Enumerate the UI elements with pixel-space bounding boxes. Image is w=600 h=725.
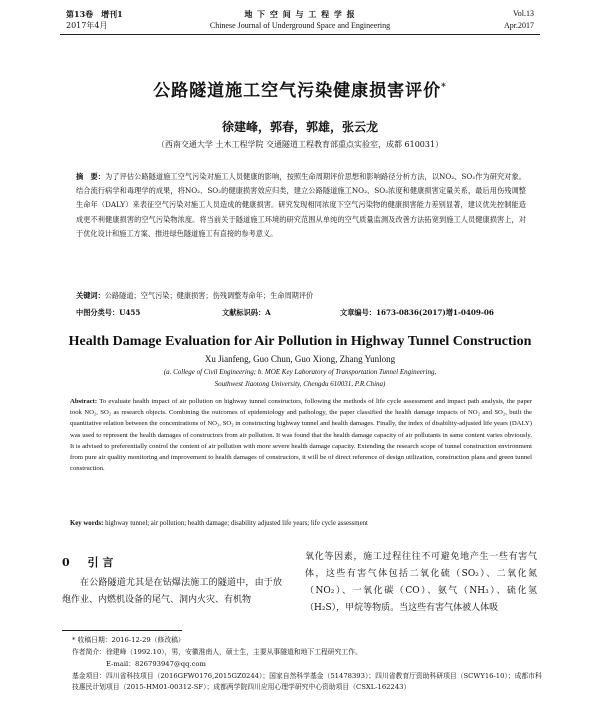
keywords-en-label: Key words:	[70, 520, 104, 527]
intro-right-column: 氧化等因素，施工过程往往不可避免地产生一些有害气体，这些有害气体包括二氧化硫（SO₂）、二氧化氮（NO₂）、一氧化碳（CO）、氨气（NH₃）、硫化氢（H₂S），甲烷等物质。当这些有害气体被人体吸	[305, 552, 537, 613]
header-rule	[60, 34, 540, 35]
section-number: 0	[62, 556, 70, 569]
title-cn-text: 公路隧道施工空气污染健康损害评价	[153, 81, 442, 101]
header-volume-en: Vol.13	[513, 9, 534, 18]
affiliation-cn: （西南交通大学 土木工程学院 交通隧道工程教育部重点实验室，成都 610031）	[156, 140, 444, 149]
keywords-en	[70, 520, 532, 527]
authors-en: Xu Jianfeng, Guo Chun, Guo Xiong, Zhang Yunlong	[204, 354, 396, 364]
header-journal-cn: 地 下 空 间 与 工 程 学 报	[244, 9, 356, 19]
header-journal-en: Chinese Journal of Underground Space and Engineering	[209, 21, 391, 30]
clc-number: 中图分类号：U455	[76, 308, 141, 317]
footnote-email: E-mail：826793947@qq.com	[106, 660, 206, 668]
section-title: 引 言	[87, 556, 114, 569]
keywords-cn	[76, 291, 526, 301]
abstract-cn-label: 摘 要：	[76, 172, 106, 181]
page-title-en: Health Damage Evaluation for Air Pollution in Highway Tunnel Construction	[68, 334, 532, 349]
footnote-received: * 收稿日期：2016-12-29（修改稿）	[72, 636, 185, 644]
keywords-cn-label: 关键词：	[76, 291, 105, 300]
header-volume-cn: 第13卷 增刊1	[66, 9, 123, 19]
authors-cn: 徐建峰，郭春，郭雄，张云龙	[221, 120, 378, 134]
abstract-en-label: Abstract:	[70, 398, 98, 405]
abstract-cn-text: 为了评估公路隧道施工空气污染对施工人员健康的影响，按照生命周期评价思想和影响路径分析方法，以NO₂、SO₂作为研究对象。结合流行病学和毒理学的成果，将NO₂、SO₂的健康损害效应归类，建立公路隧道施工NO₂、SO₂浓度和健康损害定量关系，最后用伤残调整生命年（DALY）来表征空气污染对施工人员造成的健康损害。研究发现相同浓度下空气污染物的健康损害能力差别显著，建议优先控制能造成更不利健康损害的空气污染物浓度。将当前关于隧道施工环境的研究范围从单纯的空气质量监测及改善方法拓宽到施工人员健康损害上，对于优化设计和施工方案、推进绿色隧道施工有直接的参考意义。	[76, 172, 526, 238]
keywords-en-text: highway tunnel; air pollution; health damage; disability adjusted life years; life cycle assessment	[105, 520, 368, 527]
title-mark: *	[441, 82, 447, 93]
intro-left-column: 在公路隧道尤其是在钻爆法施工的隧道中，由于放炮作业、内燃机设备的尾气、洞内火灾、有机物	[62, 578, 282, 605]
footnote-funding: 基金项目：四川省科技项目（2016GFW0176,2015GZ0244）；国家自然科学基金（51478393）；四川省教育厅资助科研项目（SCWY16-10）；成都市科技惠民计划项目（2015-HM01-00312-SF）；成都两学院四川应用心理学研究中心资助项目（CSXL-162243）	[72, 672, 542, 691]
header-date-en: Apr.2017	[504, 21, 534, 30]
page-title-cn	[0, 76, 600, 101]
keywords-cn-text: 公路隧道；空气污染；健康损害；伤残调整寿命年；生命周期评价	[104, 291, 314, 300]
affiliation-en-line1: (a. College of Civil Engineering; b. MOE Key Laboratory of Transportation Tunnel Engineering,	[163, 368, 437, 376]
footnote-author-info: 作者简介：徐建峰（1992.10），男，安徽淮南人，硕士生，主要从事隧道和地下工程研究工作。	[72, 648, 362, 656]
abstract-en-text: To evaluate health impact of air pollution on highway tunnel constructors, following the methods of life cycle assessment and impact path analysis, the paper took NO₂, SO₂ as research objects. Combining the outcomes of epidemiology and pathology, the paper classified the health damage impacts of NO₂ and SO₂, built the quantitative relation between the concentrations of NO₂, SO₂ in constructing highway tunnel and health damages. Finally, the index of disability-adjusted life years (DALY) was used to represent the health damages of constructors from air pollution. It was found that the health damage capacity of air pollutants in same content varies obviously. It is advised to preferentially control the content of air pollution with more severe health damage capacity. Extending the research scope of tunnel construction environment from pure air quality monitoring and improvement to health damages of constructors, it will be of direct reference of design utilization, construction plans and green tunnel construction.	[70, 398, 532, 473]
footnote-rule	[62, 630, 182, 631]
section-heading	[62, 554, 113, 570]
abstract-cn	[76, 170, 526, 241]
abstract-en	[70, 396, 532, 474]
article-number: 文章编号：1673-0836(2017)增1-0409-06	[340, 308, 494, 317]
document-code: 文献标识码：A	[222, 308, 271, 317]
affiliation-en-line2: Southwest Jiaotong University, Chengdu 610031, P.R.China)	[214, 380, 386, 388]
header-date-cn: 2017年4月	[66, 21, 108, 30]
